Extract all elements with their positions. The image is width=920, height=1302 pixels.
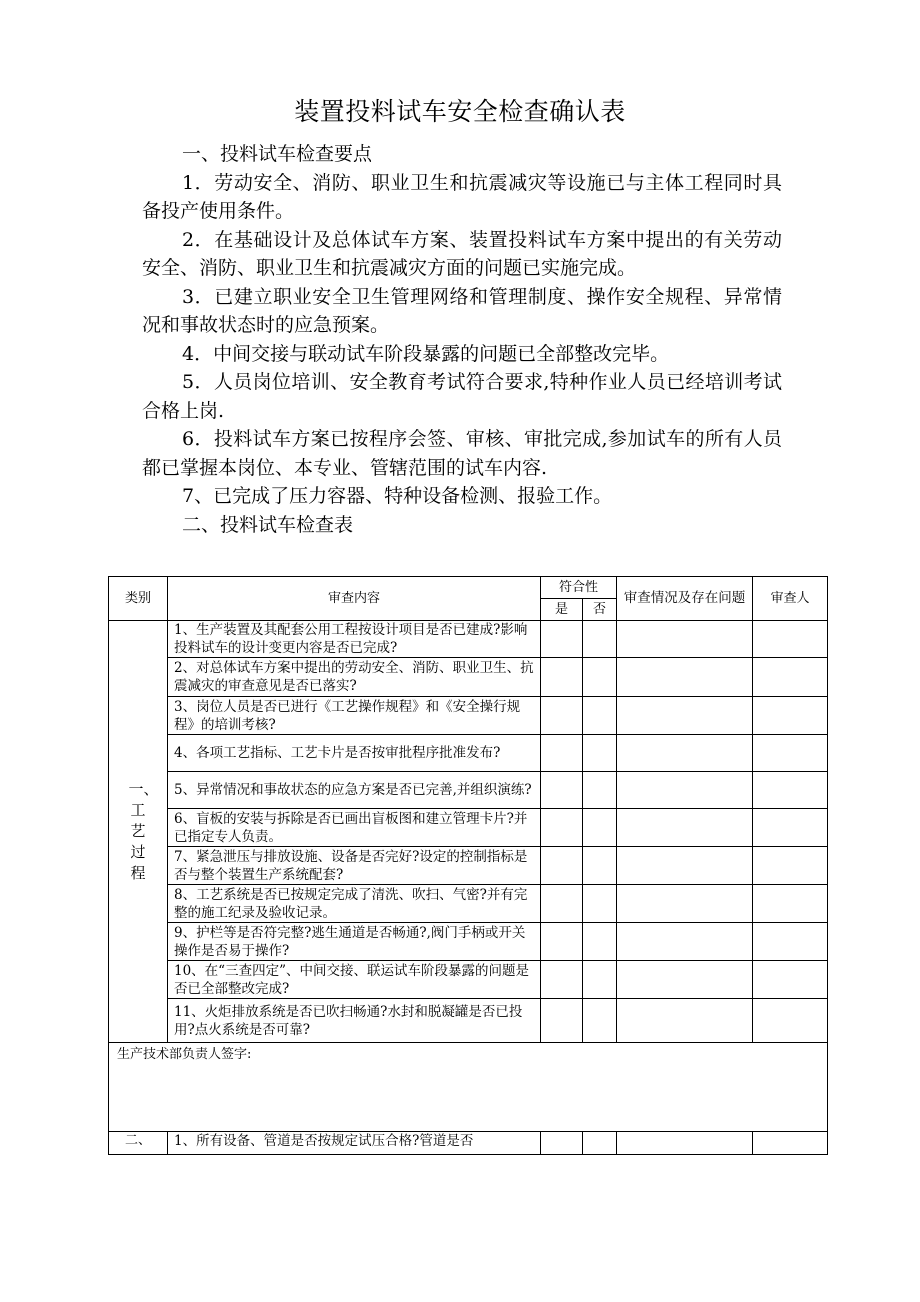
check-item-7: 7、紧急泄压与排放设施、设备是否完好?设定的控制指标是否与整个装置生产系统配套? <box>168 847 541 885</box>
no-cell[interactable] <box>583 999 617 1043</box>
no-cell[interactable] <box>583 658 617 697</box>
category-process <box>109 621 168 1043</box>
check-item-2: 2、对总体试车方案中提出的劳动安全、消防、职业卫生、抗震减灾的审查意见是否已落实? <box>168 658 541 697</box>
no-cell[interactable] <box>583 923 617 961</box>
check-item-4: 4、各项工艺指标、工艺卡片是否按审批程序批准发布? <box>168 735 541 772</box>
header-reviewer: 审查人 <box>753 577 828 621</box>
findings-cell[interactable] <box>617 658 753 697</box>
header-findings: 审查情况及存在问题 <box>617 577 753 621</box>
yes-cell[interactable] <box>541 885 583 923</box>
document-title: 装置投料试车安全检查确认表 <box>294 97 626 126</box>
reviewer-cell[interactable] <box>753 621 828 658</box>
yes-cell[interactable] <box>541 847 583 885</box>
yes-cell[interactable] <box>541 999 583 1043</box>
section-heading-1: 一、投料试车检查要点 <box>182 143 373 165</box>
yes-cell[interactable] <box>541 961 583 999</box>
point-4: 4．中间交接与联动试车阶段暴露的问题已全部整改完毕。 <box>182 342 670 365</box>
reviewer-cell[interactable] <box>753 772 828 809</box>
check-item-10: 10、在“三查四定”、中间交接、联运试车阶段暴露的问题是否已全部整改完成? <box>168 961 541 999</box>
document-body <box>142 140 782 539</box>
no-cell[interactable] <box>583 1132 617 1155</box>
check-item-group2-1: 1、所有设备、管道是否按规定试压合格?管道是否 <box>168 1132 541 1155</box>
reviewer-cell[interactable] <box>753 697 828 735</box>
check-item-9: 9、护栏等是否符完整?逃生通道是否畅通?,阀门手柄或开关操作是否易于操作? <box>168 923 541 961</box>
findings-cell[interactable] <box>617 923 753 961</box>
findings-cell[interactable] <box>617 885 753 923</box>
section-heading-2: 二、投料试车检查表 <box>182 513 354 536</box>
point-1: 1．劳动安全、消防、职业卫生和抗震减灾等设施已与主体工程同时具备投产使用条件。 <box>142 171 782 222</box>
reviewer-cell[interactable] <box>753 961 828 999</box>
findings-cell[interactable] <box>617 1132 753 1155</box>
check-item-11: 11、火炬排放系统是否已吹扫畅通?水封和脱凝罐是否已投用?点火系统是否可靠? <box>168 999 541 1043</box>
header-compliance: 符合性 <box>541 577 617 599</box>
reviewer-cell[interactable] <box>753 847 828 885</box>
check-item-1: 1、生产装置及其配套公用工程按设计项目是否已建成?影响投料试车的设计变更内容是否已完成? <box>168 621 541 658</box>
check-item-6: 6、盲板的安装与拆除是否已画出盲板图和建立管理卡片?并已指定专人负责。 <box>168 809 541 847</box>
findings-cell[interactable] <box>617 735 753 772</box>
no-cell[interactable] <box>583 961 617 999</box>
point-5: 5．人员岗位培训、安全教育考试符合要求,特种作业人员已经培训考试合格上岗. <box>142 371 782 422</box>
findings-cell[interactable] <box>617 999 753 1043</box>
category-process-label: 一、工艺过程 <box>128 780 159 882</box>
no-cell[interactable] <box>583 809 617 847</box>
findings-cell[interactable] <box>617 772 753 809</box>
header-category: 类别 <box>109 577 168 621</box>
inspection-table <box>108 576 828 1155</box>
findings-cell[interactable] <box>617 961 753 999</box>
findings-cell[interactable] <box>617 697 753 735</box>
reviewer-cell[interactable] <box>753 999 828 1043</box>
reviewer-cell[interactable] <box>753 923 828 961</box>
findings-cell[interactable] <box>617 809 753 847</box>
yes-cell[interactable] <box>541 697 583 735</box>
signature-area[interactable] <box>109 1043 828 1132</box>
yes-cell[interactable] <box>541 658 583 697</box>
header-content: 审查内容 <box>168 577 541 621</box>
check-item-5: 5、异常情况和事故状态的应急方案是否已完善,并组织演练? <box>168 772 541 809</box>
point-7: 7、已完成了压力容器、特种设备检测、报验工作。 <box>182 485 613 507</box>
point-6: 6．投料试车方案已按程序会签、审核、审批完成,参加试车的所有人员都已掌握本岗位、本专业、管辖范围的试车内容. <box>142 428 782 479</box>
category-group-2: 二、 <box>109 1132 168 1155</box>
header-yes: 是 <box>541 599 583 621</box>
reviewer-cell[interactable] <box>753 885 828 923</box>
yes-cell[interactable] <box>541 1132 583 1155</box>
header-no: 否 <box>583 599 617 621</box>
no-cell[interactable] <box>583 772 617 809</box>
no-cell[interactable] <box>583 621 617 658</box>
findings-cell[interactable] <box>617 621 753 658</box>
signature-label: 生产技术部负责人签字: <box>117 1047 252 1062</box>
check-item-3: 3、岗位人员是否已进行《工艺操作规程》和《安全操行规程》的培训考核? <box>168 697 541 735</box>
reviewer-cell[interactable] <box>753 658 828 697</box>
reviewer-cell[interactable] <box>753 735 828 772</box>
no-cell[interactable] <box>583 847 617 885</box>
point-2: 2．在基础设计及总体试车方案、装置投料试车方案中提出的有关劳动安全、消防、职业卫生和抗震减灾方面的问题已实施完成。 <box>142 228 782 279</box>
yes-cell[interactable] <box>541 772 583 809</box>
yes-cell[interactable] <box>541 923 583 961</box>
findings-cell[interactable] <box>617 847 753 885</box>
yes-cell[interactable] <box>541 735 583 772</box>
yes-cell[interactable] <box>541 621 583 658</box>
no-cell[interactable] <box>583 885 617 923</box>
reviewer-cell[interactable] <box>753 1132 828 1155</box>
no-cell[interactable] <box>583 697 617 735</box>
no-cell[interactable] <box>583 735 617 772</box>
yes-cell[interactable] <box>541 809 583 847</box>
reviewer-cell[interactable] <box>753 809 828 847</box>
check-item-8: 8、工艺系统是否已按规定完成了清洗、吹扫、气密?并有完整的施工纪录及验收记录。 <box>168 885 541 923</box>
point-3: 3．已建立职业安全卫生管理网络和管理制度、操作安全规程、异常情况和事故状态时的应急预案。 <box>142 285 782 336</box>
